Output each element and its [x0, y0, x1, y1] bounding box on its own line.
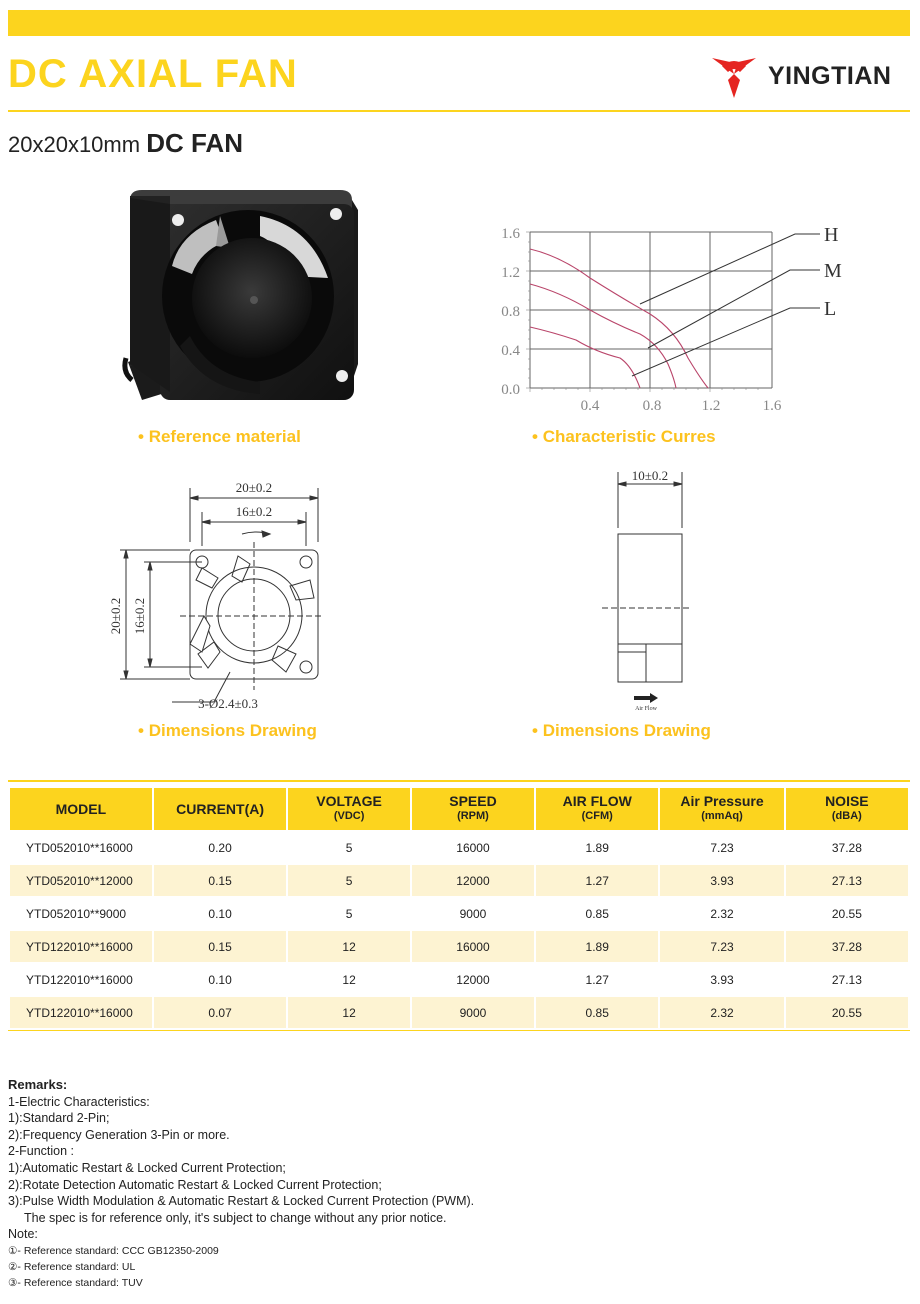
col-header-air-pressure: Air Pressure (mmAq)	[660, 788, 783, 830]
table-cell: 5	[345, 906, 353, 921]
table-row	[10, 865, 908, 896]
table-cell: 0.15	[154, 865, 287, 896]
table-bottom-divider	[8, 1030, 910, 1031]
curve-caption-text: Characteristic Curres	[542, 427, 716, 446]
curve-high	[530, 249, 708, 388]
table-cell: 2.32	[660, 997, 783, 1028]
remarks-title: Remarks:	[8, 1077, 68, 1092]
brand-name: YINGTIAN	[768, 62, 892, 90]
table-row	[10, 898, 908, 929]
y-tick-label: 0.4	[501, 343, 520, 359]
remarks-note: ②- Reference standard: UL	[8, 1260, 136, 1273]
table-cell: 12	[288, 997, 409, 1028]
table-cell: 2.32	[710, 906, 734, 921]
remarks-line: 1):Standard 2-Pin;	[8, 1111, 110, 1126]
table-cell: 20.55	[831, 906, 862, 921]
table-cell: 12000	[412, 865, 534, 896]
remarks-electric-title: 1-Electric Characteristics:	[8, 1094, 150, 1109]
front-caption-text: Dimensions Drawing	[148, 721, 317, 740]
curve-medium	[530, 284, 676, 388]
remarks-section	[8, 1077, 474, 1291]
curve-label-h: H	[824, 224, 839, 246]
y-tick-label: 1.6	[501, 226, 520, 242]
table-cell: YTD122010**16000	[10, 931, 152, 962]
table-cell: 7.23	[710, 840, 734, 855]
y-tick-label: 0.0	[501, 382, 520, 398]
side-caption-text: Dimensions Drawing	[542, 721, 711, 740]
brand-logo	[708, 52, 918, 100]
side-dimensions-drawing	[596, 466, 706, 716]
x-tick-label: 1.2	[701, 398, 721, 414]
table-cell: 9000	[459, 906, 487, 921]
dim-outer-width: 20±0.2	[235, 480, 273, 495]
remarks-note-title: Note:	[8, 1227, 38, 1242]
col-header-model: MODEL	[10, 788, 152, 830]
table-cell: 1.89	[585, 840, 609, 855]
page-title: DC AXIAL FAN	[8, 52, 298, 96]
table-cell: 20.55	[786, 997, 908, 1028]
table-cell: 1.27	[536, 865, 658, 896]
table-cell: 12000	[456, 972, 490, 987]
side-drawing-caption: • Dimensions Drawing	[532, 721, 711, 740]
product-subtitle	[8, 128, 243, 159]
x-tick-label: 0.4	[580, 398, 600, 414]
dim-inner-width: 16±0.2	[235, 504, 273, 519]
table-cell: 27.13	[831, 972, 862, 987]
curve-low	[530, 327, 640, 388]
table-cell: 1.27	[585, 972, 609, 987]
table-cell: 37.28	[831, 840, 862, 855]
table-cell: 0.07	[154, 997, 287, 1028]
curve-label-l: L	[824, 298, 837, 320]
front-dimensions-drawing	[110, 476, 350, 716]
y-tick-label: 0.8	[501, 304, 520, 320]
front-drawing-caption: • Dimensions Drawing	[138, 721, 317, 740]
table-header-row	[10, 788, 908, 830]
curve-caption: • Characteristic Curres	[532, 427, 716, 446]
remarks-function-title: 2-Function :	[8, 1144, 75, 1159]
table-row	[10, 931, 908, 962]
table-cell: YTD052010**16000	[26, 840, 133, 855]
top-accent-bar	[8, 10, 910, 36]
col-header-noise: NOISE (dBA)	[786, 788, 908, 830]
table-cell: 16000	[456, 840, 490, 855]
header-divider	[8, 110, 910, 112]
table-cell: 5	[288, 865, 409, 896]
col-header-current: CURRENT(A)	[154, 788, 287, 830]
remarks-disclaimer: The spec is for reference only, it's subject to change without any prior notice.	[24, 1210, 447, 1225]
dim-holes: 3-Ø2.4±0.3	[198, 696, 258, 711]
table-cell: YTD122010**16000	[10, 997, 152, 1028]
photo-caption-text: Reference material	[148, 427, 301, 446]
table-cell: 0.15	[154, 931, 287, 962]
table-row	[10, 964, 908, 995]
table-cell: 27.13	[786, 865, 908, 896]
col-header-speed: SPEED (RPM)	[412, 788, 534, 830]
product-type: DC FAN	[146, 128, 243, 158]
table-cell: 3.93	[660, 865, 783, 896]
table-cell: 0.10	[208, 972, 232, 987]
table-cell: 0.85	[536, 997, 658, 1028]
remarks-line: 1):Automatic Restart & Locked Current Protection;	[8, 1160, 286, 1175]
x-tick-label: 0.8	[642, 398, 662, 414]
table-cell: 16000	[412, 931, 534, 962]
table-cell: 3.93	[710, 972, 734, 987]
col-header-voltage: VOLTAGE (VDC)	[288, 788, 409, 830]
table-cell: YTD122010**16000	[26, 972, 133, 987]
table-cell: 5	[345, 840, 353, 855]
table-cell: 1.89	[536, 931, 658, 962]
table-cell: 12	[342, 972, 356, 987]
curve-label-m: M	[824, 260, 842, 282]
table-cell: 7.23	[660, 931, 783, 962]
table-row	[10, 832, 908, 863]
remarks-note: ③- Reference standard: TUV	[8, 1276, 143, 1289]
table-row	[10, 997, 908, 1028]
table-top-divider	[8, 780, 910, 782]
col-header-airflow: AIR FLOW (CFM)	[536, 788, 658, 830]
table-cell: 9000	[412, 997, 534, 1028]
table-cell: 37.28	[786, 931, 908, 962]
table-cell: YTD052010**12000	[10, 865, 152, 896]
remarks-line: 2):Rotate Detection Automatic Restart & Locked Current Protection;	[8, 1177, 382, 1192]
dim-outer-height: 20±0.2	[108, 597, 123, 635]
table-cell: 0.20	[208, 840, 232, 855]
fan-photo	[120, 186, 360, 416]
remarks-note: ①- Reference standard: CCC GB12350-2009	[8, 1244, 219, 1257]
table-cell: YTD052010**9000	[26, 906, 127, 921]
spec-table	[8, 786, 910, 1030]
dim-inner-height: 16±0.2	[132, 597, 147, 635]
airflow-label: Air Flow	[635, 706, 657, 712]
photo-caption: • Reference material	[138, 427, 301, 446]
remarks-line: 2):Frequency Generation 3-Pin or more.	[8, 1127, 230, 1142]
x-tick-label: 1.6	[762, 398, 782, 414]
dim-thickness: 10±0.2	[631, 468, 669, 483]
product-size: 20x20x10mm	[8, 132, 141, 157]
table-cell: 0.10	[208, 906, 232, 921]
remarks-line: 3):Pulse Width Modulation & Automatic Restart & Locked Current Protection (PWM).	[8, 1194, 475, 1209]
yingtian-logo-icon	[708, 52, 760, 100]
characteristic-curve-chart	[490, 218, 850, 418]
table-cell: 0.85	[585, 906, 609, 921]
y-tick-label: 1.2	[501, 265, 520, 281]
table-cell: 12	[288, 931, 409, 962]
